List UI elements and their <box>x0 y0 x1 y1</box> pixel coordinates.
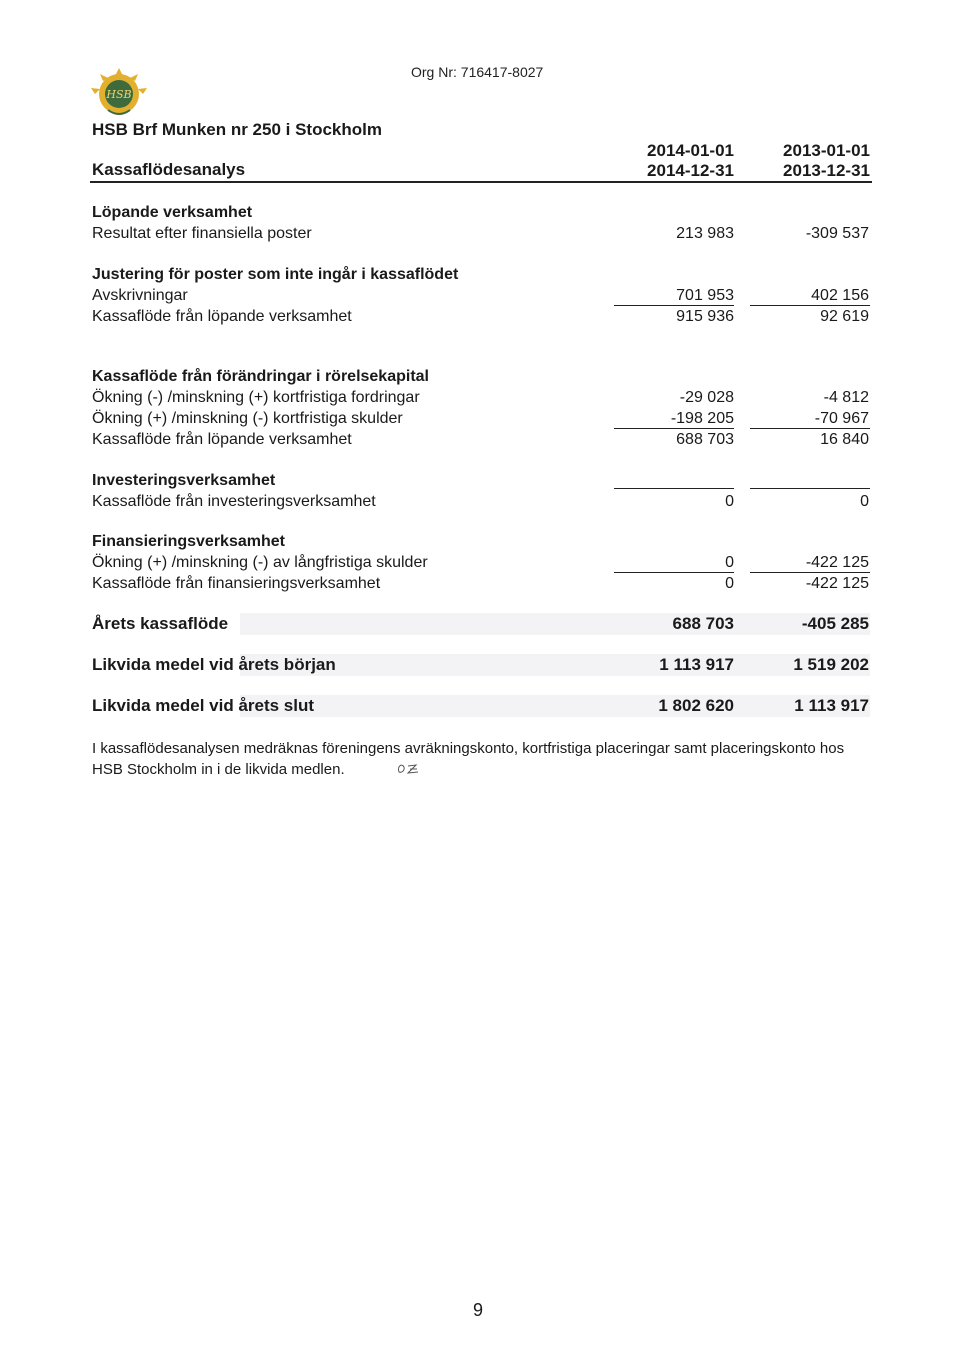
column-2013-start: 2013-01-01 <box>783 141 870 160</box>
section-heading-justering: Justering för poster som inte ingår i kassaflödet <box>92 266 459 283</box>
row-kassaflode-finansiering: Kassaflöde från finansieringsverksamhet 0 -422 125 <box>92 575 869 592</box>
row-likvida-borjan: Likvida medel vid årets början 1 113 917 1 519 202 <box>92 655 869 674</box>
footnote: I kassaflödesanalysen medräknas föreningens avräkningskonto, kortfristiga placeringar samt placeringskonto hos HSB Stockholm in i de likvida medlen. <box>92 740 845 778</box>
column-2013-end: 2013-12-31 <box>783 161 870 180</box>
subtotal-line <box>750 488 870 489</box>
row-langfristiga: Ökning (+) /minskning (-) av långfristiga skulder 0 -422 125 <box>92 554 869 571</box>
row-avskrivningar: Avskrivningar 701 953 402 156 <box>92 287 869 304</box>
section-heading-rorelsekapital: Kassaflöde från förändringar i rörelsekapital <box>92 368 429 385</box>
svg-text:HSB: HSB <box>106 88 132 101</box>
column-2014-header <box>604 141 734 181</box>
row-arets-kassaflode: Årets kassaflöde 688 703 -405 285 <box>92 614 869 633</box>
org-number: Org Nr: 716417-8027 <box>411 64 544 80</box>
row-skulder: Ökning (+) /minskning (-) kortfristiga skulder -198 205 -70 967 <box>92 410 869 427</box>
row-resultat: Resultat efter finansiella poster 213 983 -309 537 <box>92 225 869 242</box>
column-2014-end: 2014-12-31 <box>647 161 734 180</box>
subtotal-line <box>614 488 734 489</box>
row-fordringar: Ökning (-) /minskning (+) kortfristiga fordringar -29 028 -4 812 <box>92 389 869 406</box>
row-kassaflode-rorelsekapital: Kassaflöde från löpande verksamhet 688 703 16 840 <box>92 431 869 448</box>
column-2014-start: 2014-01-01 <box>647 141 734 160</box>
page-number: 9 <box>473 1300 484 1320</box>
association-name: HSB Brf Munken nr 250 i Stockholm <box>92 120 382 139</box>
column-2013-header <box>740 141 870 181</box>
row-likvida-slut: Likvida medel vid årets slut 1 802 620 1 113 917 <box>92 696 869 715</box>
handwritten-initials <box>396 760 426 776</box>
hsb-logo <box>86 66 152 120</box>
sheet-title: Kassaflödesanalys <box>92 160 246 179</box>
section-heading-finansiering: Finansieringsverksamhet <box>92 533 285 550</box>
row-kassaflode-lopande: Kassaflöde från löpande verksamhet 915 936 92 619 <box>92 308 869 325</box>
row-kassaflode-investering: Kassaflöde från investeringsverksamhet 0 0 <box>92 493 869 510</box>
section-heading-investering: Investeringsverksamhet <box>92 472 276 489</box>
header-rule <box>90 181 872 183</box>
section-heading-lopande: Löpande verksamhet <box>92 204 253 221</box>
